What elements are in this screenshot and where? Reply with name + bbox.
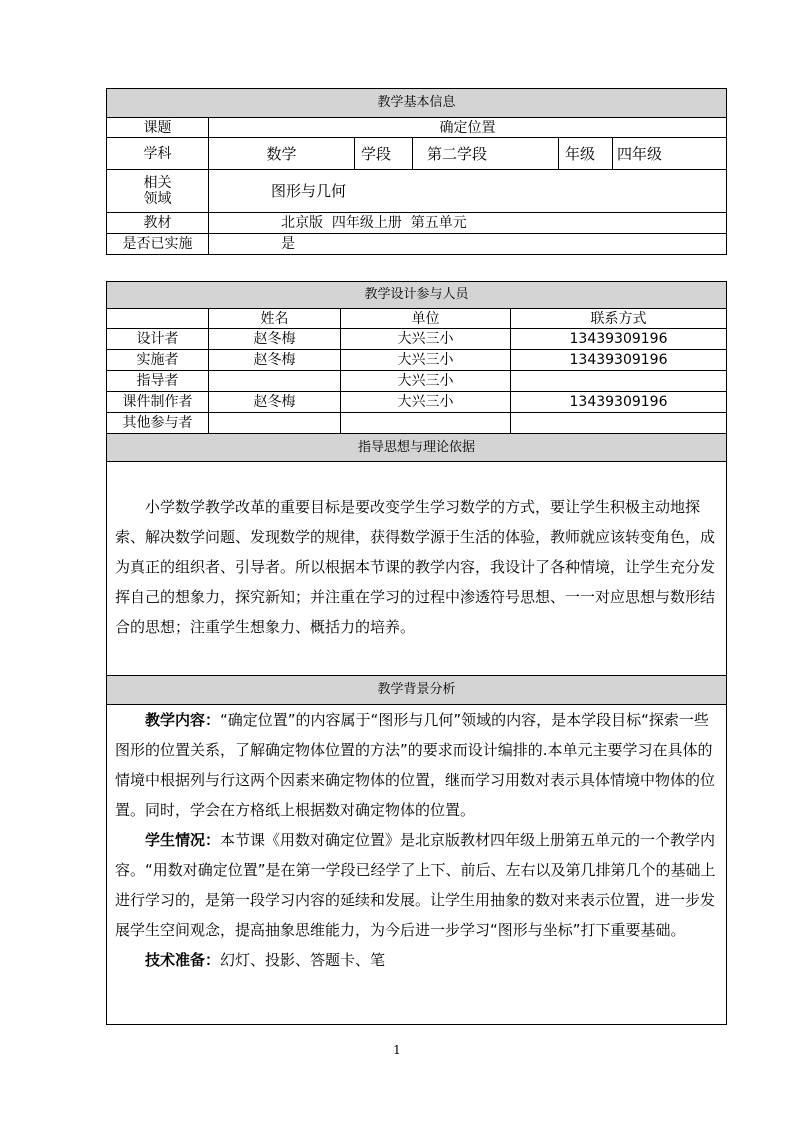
- name-cell: [209, 371, 341, 392]
- background-header: 教学背景分析: [107, 676, 727, 705]
- name-cell: 赵冬梅: [209, 329, 341, 350]
- students-paragraph: [107, 825, 726, 945]
- column-header-name: 姓名: [209, 309, 341, 329]
- content-text: “确定位置”的内容属于“图形与几何”领域的内容，是本学段目标“探索一些图形的位置关系，了解确定物体位置的方法”的要求而设计编排的.本单元主要学习在具体的情境中根据列与行这两个因素来确定物体的位置，继而学习用数对表示具体情境中物体的位置。同时，学会在方格纸上根据数对确定物体的位置。: [115, 711, 716, 819]
- stage-label: 学段: [355, 138, 413, 170]
- contact-cell: 13439309196: [511, 350, 727, 371]
- stage-value: 第二学段: [413, 138, 559, 170]
- textbook-value: 北京版 四年级上册 第五单元: [209, 213, 727, 234]
- content-paragraph: [107, 705, 726, 825]
- theory-cell: [107, 462, 727, 676]
- contact-cell: 13439309196: [511, 329, 727, 350]
- unit-cell: [341, 413, 511, 434]
- background-cell: [107, 705, 727, 1025]
- participants-corner-cell: [107, 309, 209, 329]
- unit-cell: 大兴三小: [341, 329, 511, 350]
- table-row: [107, 413, 727, 434]
- column-header-unit: 单位: [341, 309, 511, 329]
- participants-header: 教学设计参与人员: [107, 282, 727, 309]
- basic-info-header: 教学基本信息: [107, 89, 727, 118]
- topic-value: 确定位置: [209, 118, 727, 138]
- subject-value: 数学: [209, 138, 355, 170]
- implemented-value: 是: [209, 234, 727, 255]
- unit-cell: 大兴三小: [341, 371, 511, 392]
- contact-cell: [511, 413, 727, 434]
- subject-label: 学科: [107, 138, 209, 170]
- theory-header: 指导思想与理论依据: [107, 434, 727, 462]
- implemented-label: 是否已实施: [107, 234, 209, 255]
- students-label: 学生情况：: [145, 831, 221, 849]
- content-label: 教学内容：: [145, 711, 221, 729]
- role-cell: 课件制作者: [107, 392, 209, 413]
- role-cell: 实施者: [107, 350, 209, 371]
- field-value: 图形与几何: [209, 170, 727, 213]
- field-label-line-1: 相关: [143, 175, 172, 191]
- tech-text: 幻灯、投影、答题卡、笔: [220, 951, 386, 969]
- name-cell: [209, 413, 341, 434]
- textbook-label: 教材: [107, 213, 209, 234]
- tech-label: 技术准备：: [145, 951, 221, 969]
- basic-info-table: [106, 88, 727, 255]
- field-label-line-2: 领域: [143, 191, 172, 207]
- name-cell: 赵冬梅: [209, 392, 341, 413]
- unit-cell: 大兴三小: [341, 392, 511, 413]
- students-text: 本节课《用数对确定位置》是北京版教材四年级上册第五单元的一个教学内容。“用数对确定位置”是在第一学段已经学了上下、前后、左右以及第几排第几个的基础上进行学习的，是第一段学习内容的延续和发展。让学生用抽象的数对来表示位置，进一步发展学生空间观念，提高抽象思维能力，为今后进一步学习“图形与坐标”打下重要基础。: [115, 831, 716, 939]
- unit-cell: 大兴三小: [341, 350, 511, 371]
- name-cell: 赵冬梅: [209, 350, 341, 371]
- page-number: 1: [393, 1043, 401, 1057]
- role-cell: 其他参与者: [107, 413, 209, 434]
- contact-cell: 13439309196: [511, 392, 727, 413]
- grade-label: 年级: [559, 138, 613, 170]
- role-cell: 指导者: [107, 371, 209, 392]
- table-row: [107, 350, 727, 371]
- grade-value: 四年级: [613, 138, 727, 170]
- table-row: [107, 329, 727, 350]
- tech-paragraph: [107, 945, 726, 975]
- table-row: [107, 392, 727, 413]
- table-row: [107, 371, 727, 392]
- theory-paragraph: 小学数学教学改革的重要目标是要改变学生学习数学的方式，要让学生积极主动地探索、解决数学问题、发现数学的规律，获得数学源于生活的体验，教师就应该转变角色，成为真正的组织者、引导者。所以根据本节课的教学内容，我设计了各种情境，让学生充分发挥自己的想象力，探究新知；并注重在学习的过程中渗透符号思想、一一对应思想与数形结合的思想；注重学生想象力、概括力的培养。: [115, 498, 716, 636]
- field-label: [107, 170, 209, 213]
- column-header-contact: 联系方式: [511, 309, 727, 329]
- design-table: [106, 281, 727, 1025]
- role-cell: 设计者: [107, 329, 209, 350]
- topic-label: 课题: [107, 118, 209, 138]
- contact-cell: [511, 371, 727, 392]
